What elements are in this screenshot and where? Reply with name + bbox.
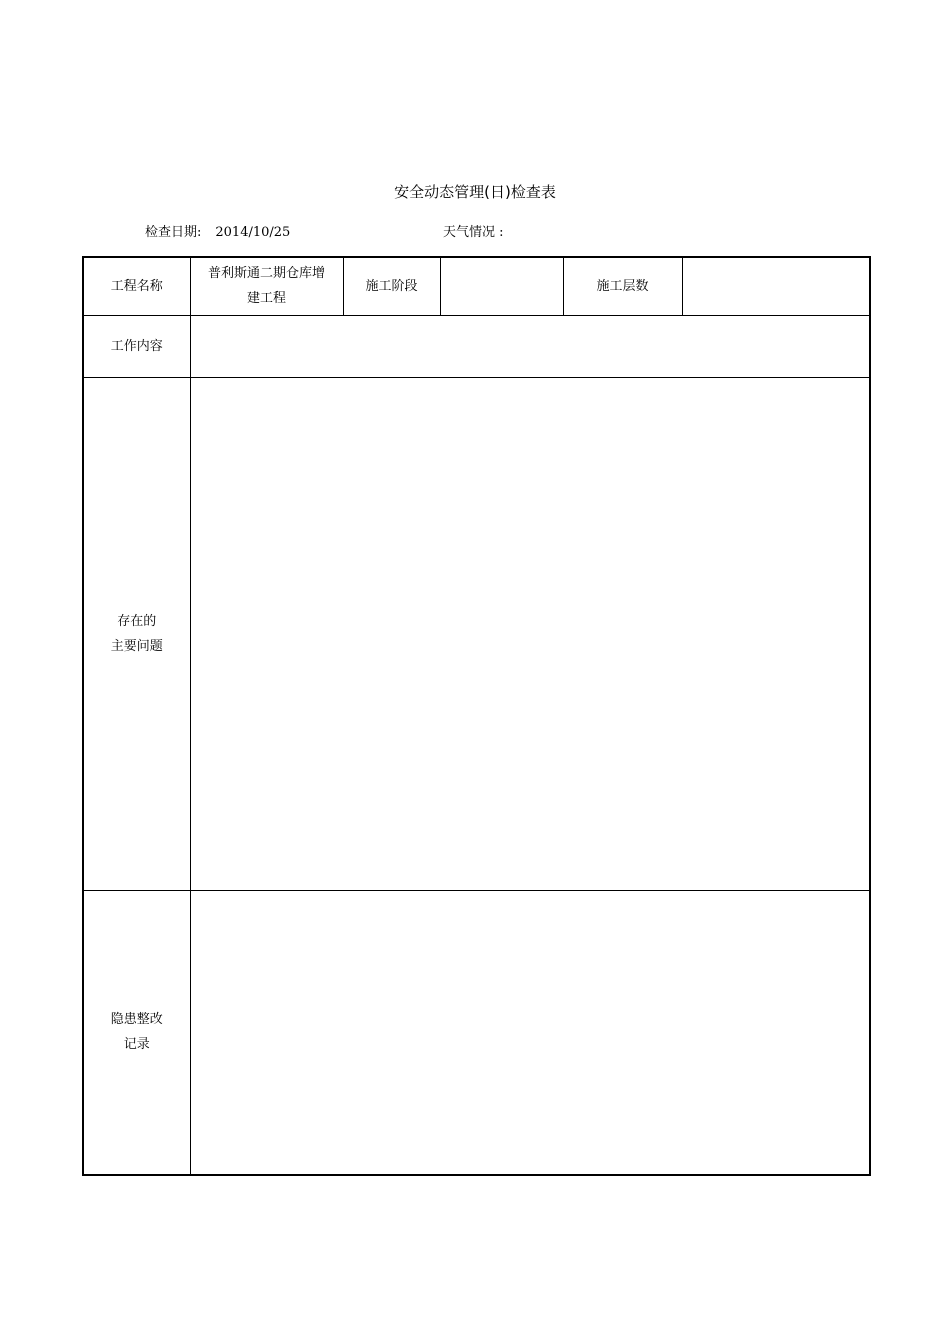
- inspection-table: [82, 256, 871, 1176]
- rectify-value[interactable]: [190, 890, 870, 1175]
- table-row: [83, 315, 870, 377]
- work-content-label: 工作内容: [83, 315, 190, 377]
- project-name-line-2: 建工程: [246, 291, 286, 307]
- inspection-date-label: 检查日期:: [145, 225, 202, 240]
- floors-value[interactable]: [682, 257, 870, 315]
- project-name-line-1: 普利斯通二期仓库增: [207, 266, 325, 282]
- rectify-label-line-2: 记录: [123, 1037, 150, 1053]
- stage-value[interactable]: [440, 257, 563, 315]
- table-row: [83, 890, 870, 1175]
- table-row: [83, 257, 870, 315]
- issues-label-line-1: 存在的: [117, 613, 157, 629]
- table-row: [83, 377, 870, 890]
- form-title: 安全动态管理(日)检查表: [394, 183, 556, 201]
- issues-label: [83, 377, 190, 890]
- floors-label: 施工层数: [563, 257, 682, 315]
- issues-value[interactable]: [190, 377, 870, 890]
- project-name-value[interactable]: [190, 257, 343, 315]
- rectify-label-line-1: 隐患整改: [110, 1012, 163, 1028]
- weather-label: 天气情况 :: [443, 225, 504, 240]
- issues-label-line-2: 主要问题: [110, 638, 163, 654]
- inspection-date: [145, 224, 290, 242]
- inspection-date-value: 2014/10/25: [215, 225, 291, 240]
- stage-label: 施工阶段: [343, 257, 440, 315]
- project-name-label: 工程名称: [83, 257, 190, 315]
- rectify-label: [83, 890, 190, 1175]
- work-content-value[interactable]: [190, 315, 870, 377]
